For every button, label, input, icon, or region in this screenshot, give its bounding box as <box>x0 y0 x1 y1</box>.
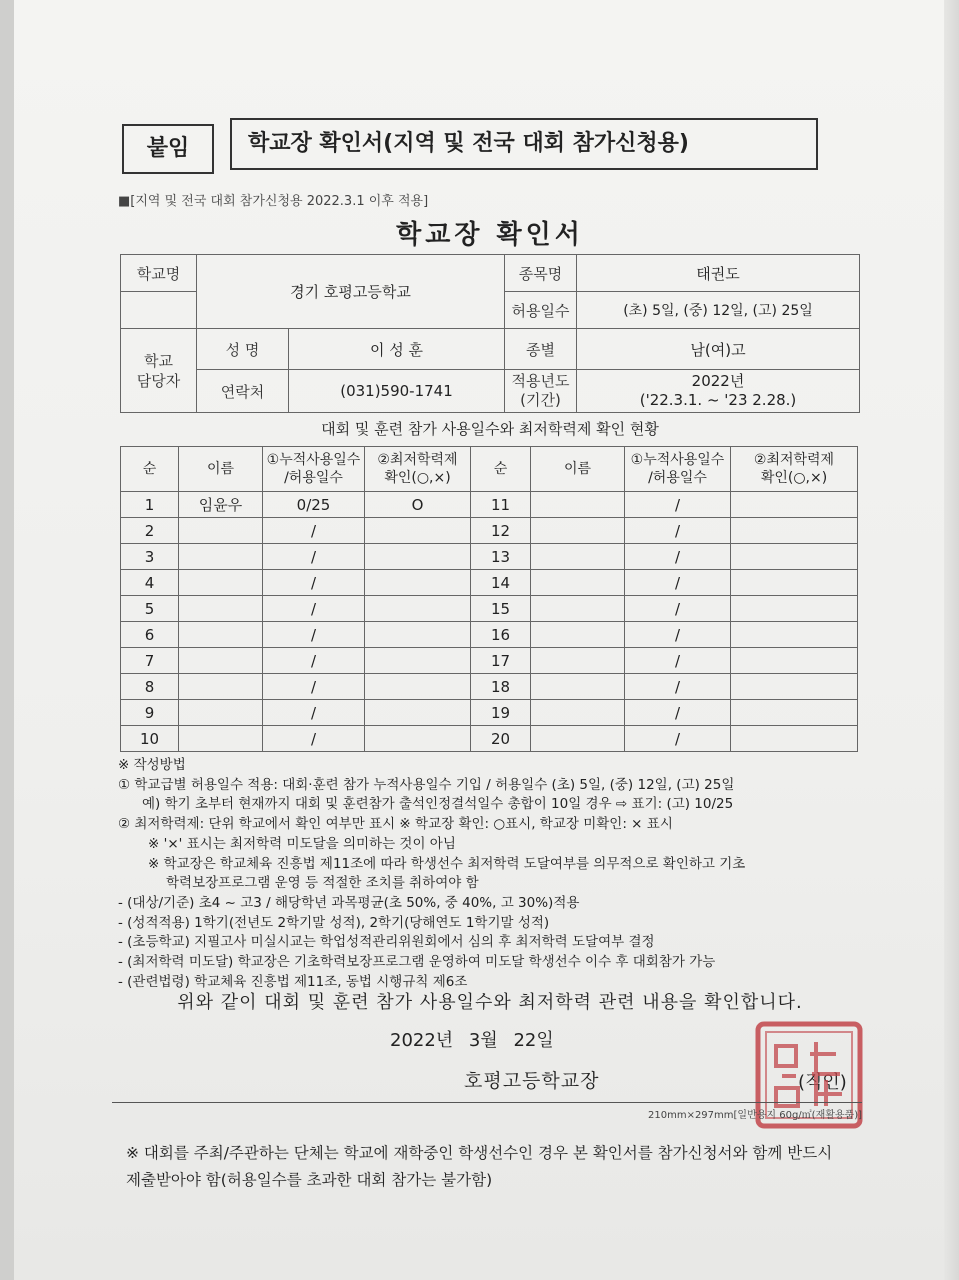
cell-name: 임윤우 <box>179 492 263 518</box>
contact-label: 연락처 <box>197 370 289 413</box>
page-edge <box>944 0 959 1280</box>
cell-name <box>179 674 263 700</box>
document-title: 학교장 확인서 <box>396 220 584 250</box>
cell-name-right <box>531 544 625 570</box>
instruction-line: ※ 학교장은 학교체육 진흥법 제11조에 따라 학생선수 최저학력 도달여부를 의무적으로 확인하고 기초 <box>148 855 746 872</box>
cell-days: / <box>263 726 365 752</box>
cell-no-right: 11 <box>471 492 531 518</box>
cell-academic-right <box>731 622 858 648</box>
cell-name <box>179 648 263 674</box>
cell-no: 4 <box>121 570 179 596</box>
cell-academic <box>365 700 471 726</box>
instruction-line: 예) 학기 초부터 현재까지 대회 및 훈련참가 출석인정결석일수 총합이 10일 경우 ⇨ 표기: (고) 10/25 <box>142 796 734 813</box>
cell-name-right <box>531 570 625 596</box>
cell-days: / <box>263 596 365 622</box>
cell-days-right: / <box>625 544 731 570</box>
instruction-line: ② 최저학력제: 단위 학교에서 확인 여부만 표시 ※ 학교장 확인: ○표시, 학교장 미확인: × 표시 <box>118 816 673 833</box>
table-row <box>121 570 858 596</box>
athlete-table <box>120 446 858 752</box>
cell-days: / <box>263 648 365 674</box>
footnote: ※ 대회를 주최/주관하는 단체는 학교에 재학중인 학생선수인 경우 본 확인서를 참가신청서와 함께 반드시 제출받아야 함(허용일수를 초과한 대회 참가는 불가함) <box>126 1144 833 1189</box>
cell-no-right: 14 <box>471 570 531 596</box>
cell-no: 6 <box>121 622 179 648</box>
cell-no: 9 <box>121 700 179 726</box>
cell-days-right: / <box>625 570 731 596</box>
cell-no: 8 <box>121 674 179 700</box>
instruction-line: 학력보장프로그램 운영 등 적절한 조치를 취하여야 함 <box>166 875 479 892</box>
cell-name-right <box>531 674 625 700</box>
cell-no: 3 <box>121 544 179 570</box>
instruction-line: ① 학교급별 허용일수 적용: 대회·훈련 참가 누적사용일수 기입 / 허용일수 (초) 5일, (중) 12일, (고) 25일 <box>118 776 735 793</box>
name-label: 성 명 <box>197 329 289 370</box>
divider-line <box>112 1102 862 1103</box>
cell-days-right: / <box>625 726 731 752</box>
header-no-2: 순 <box>471 447 531 492</box>
cell-name <box>179 726 263 752</box>
section-title: 대회 및 훈련 참가 사용일수와 최저학력제 확인 현황 <box>321 420 659 438</box>
official-seal-tag: (직인) <box>798 1072 847 1093</box>
sport-value: 태권도 <box>577 255 860 292</box>
cell-name <box>179 570 263 596</box>
cell-academic-right <box>731 700 858 726</box>
table-row <box>121 622 858 648</box>
cell-name <box>179 622 263 648</box>
cell-no-right: 15 <box>471 596 531 622</box>
table-row <box>121 518 858 544</box>
header-no: 순 <box>121 447 179 492</box>
cell-name <box>179 544 263 570</box>
principal-signature-name: 호평고등학교장 <box>464 1070 600 1092</box>
cell-days: / <box>263 570 365 596</box>
table-row <box>121 544 858 570</box>
instruction-line: - (관련법령) 학교체육 진흥법 제11조, 동법 시행규칙 제6조 <box>118 973 468 990</box>
cell-days-right: / <box>625 596 731 622</box>
cell-no: 7 <box>121 648 179 674</box>
cell-academic: O <box>365 492 471 518</box>
table-row <box>121 726 858 752</box>
cell-academic <box>365 726 471 752</box>
cell-name-right <box>531 700 625 726</box>
cell-name-right <box>531 622 625 648</box>
year-label: 적용년도 (기간) <box>505 370 577 413</box>
cell-name <box>179 518 263 544</box>
paper-size-note: 210mm×297mm[일반용지 60g/㎡(재활용품)] <box>648 1110 863 1121</box>
cell-academic <box>365 596 471 622</box>
cell-days: / <box>263 674 365 700</box>
cell-no: 1 <box>121 492 179 518</box>
instruction-line: - (대상/기준) 초4 ~ 고3 / 해당학년 과목평균(초 50%, 중 40%, 고 30%)적용 <box>118 894 580 911</box>
cell-academic-right <box>731 596 858 622</box>
header-days-2: ①누적사용일수 /허용일수 <box>625 447 731 492</box>
table-row <box>121 492 858 518</box>
cell-no: 2 <box>121 518 179 544</box>
instruction-line: - (초등학교) 지필고사 미실시교는 학업성적관리위원회에서 심의 후 최저학력 도달여부 결정 <box>118 934 655 951</box>
cell-no-right: 12 <box>471 518 531 544</box>
cell-name-right <box>531 596 625 622</box>
cell-academic <box>365 518 471 544</box>
cell-days: / <box>263 700 365 726</box>
cell-academic-right <box>731 648 858 674</box>
cell-academic <box>365 648 471 674</box>
cell-days-right: / <box>625 700 731 726</box>
cell-academic-right <box>731 726 858 752</box>
header-name: 이름 <box>179 447 263 492</box>
cell-academic-right <box>731 492 858 518</box>
cell-name-right <box>531 648 625 674</box>
header-academic: ②최저학력제 확인(○,×) <box>365 447 471 492</box>
cell-no-right: 16 <box>471 622 531 648</box>
cell-days-right: / <box>625 648 731 674</box>
header-days: ①누적사용일수 /허용일수 <box>263 447 365 492</box>
confirmation-statement: 위와 같이 대회 및 훈련 참가 사용일수와 최저학력 관련 내용을 확인합니다. <box>177 992 803 1013</box>
school-name-label: 학교명 <box>121 255 197 292</box>
cell-name <box>179 596 263 622</box>
cell-academic-right <box>731 518 858 544</box>
cell-days: / <box>263 518 365 544</box>
cell-no-right: 13 <box>471 544 531 570</box>
gender-label: 종별 <box>505 329 577 370</box>
instruction-line: ※ '×' 표시는 최저학력 미도달을 의미하는 것이 아님 <box>148 835 456 852</box>
header-academic-2: ②최저학력제 확인(○,×) <box>731 447 858 492</box>
year-value: 2022년 ('22.3.1. ~ '23 2.28.) <box>577 370 860 413</box>
instruction-line: - (최저학력 미도달) 학교장은 기초학력보장프로그램 운영하여 미도달 학생선수 이수 후 대회참가 가능 <box>118 954 716 971</box>
table-row <box>121 674 858 700</box>
cell-name-right <box>531 726 625 752</box>
manager-name-value: 이 성 훈 <box>289 329 505 370</box>
table-row <box>121 700 858 726</box>
contact-value: (031)590-1741 <box>289 370 505 413</box>
cell-days-right: / <box>625 492 731 518</box>
cell-academic <box>365 544 471 570</box>
gender-value: 남(여)고 <box>577 329 860 370</box>
cell-academic-right <box>731 674 858 700</box>
cell-no-right: 19 <box>471 700 531 726</box>
instruction-line: - (성적적용) 1학기(전년도 2학기말 성적), 2학기(당해연도 1학기말 성적) <box>118 914 550 931</box>
header-name-2: 이름 <box>531 447 625 492</box>
cell-days: / <box>263 544 365 570</box>
school-name-value: 경기 호평고등학교 <box>197 255 505 329</box>
allowed-days-value: (초) 5일, (중) 12일, (고) 25일 <box>577 292 860 329</box>
school-info-table <box>120 254 860 413</box>
table-row <box>121 596 858 622</box>
cell-academic <box>365 570 471 596</box>
sport-label: 종목명 <box>505 255 577 292</box>
allowed-days-label: 허용일수 <box>505 292 577 329</box>
issue-date: 2022년 3월 22일 <box>390 1030 554 1051</box>
cell-academic <box>365 622 471 648</box>
writing-instructions <box>118 756 868 992</box>
cell-name <box>179 700 263 726</box>
attachment-title: 학교장 확인서(지역 및 전국 대회 참가신청용) <box>230 118 818 170</box>
table-header-row <box>121 447 858 492</box>
cell-academic <box>365 674 471 700</box>
instruction-line: ※ 작성방법 <box>118 757 186 773</box>
cell-no-right: 17 <box>471 648 531 674</box>
manager-label: 학교 담당자 <box>121 329 197 413</box>
cell-days-right: / <box>625 622 731 648</box>
cell-days: 0/25 <box>263 492 365 518</box>
cell-days-right: / <box>625 518 731 544</box>
cell-no: 5 <box>121 596 179 622</box>
table-row <box>121 648 858 674</box>
applicability-note: ■[지역 및 전국 대회 참가신청용 2022.3.1 이후 적용] <box>118 194 429 209</box>
cell-academic-right <box>731 570 858 596</box>
cell-name-right <box>531 518 625 544</box>
cell-no: 10 <box>121 726 179 752</box>
cell-no-right: 18 <box>471 674 531 700</box>
cell-name-right <box>531 492 625 518</box>
cell-academic-right <box>731 544 858 570</box>
cell-days: / <box>263 622 365 648</box>
cell-no-right: 20 <box>471 726 531 752</box>
cell-days-right: / <box>625 674 731 700</box>
attachment-label: 붙임 <box>122 124 214 174</box>
